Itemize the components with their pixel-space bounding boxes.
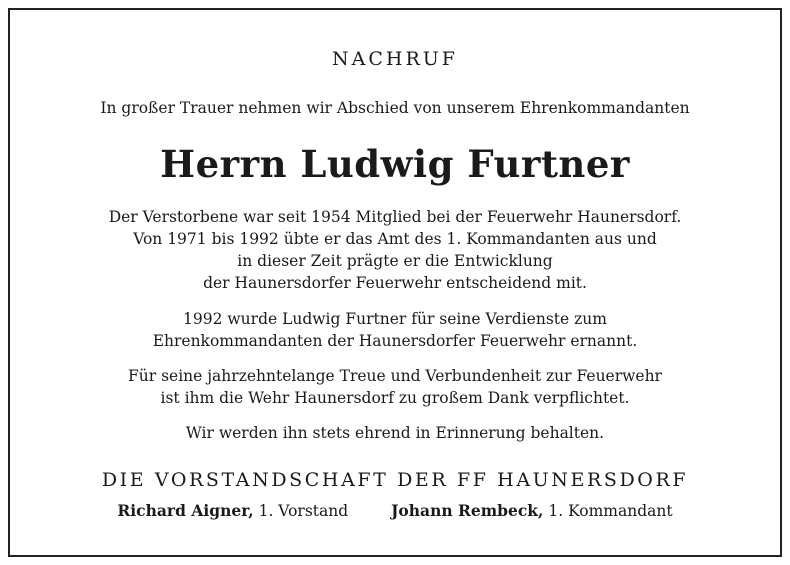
paragraph-line: der Haunersdorfer Feuerwehr entscheidend mit.	[203, 274, 587, 292]
signer-chairman	[117, 500, 348, 522]
signer-name: Johann Rembeck,	[391, 501, 544, 520]
paragraph-line: Wir werden ihn stets ehrend in Erinnerung behalten.	[185, 424, 605, 442]
paragraph-line: Ehrenkommandanten der Haunersdorfer Feuerwehr ernannt.	[152, 332, 638, 350]
paragraph-line: in dieser Zeit prägte er die Entwicklung	[237, 252, 553, 270]
signer-name: Richard Aigner,	[117, 501, 254, 520]
biography-paragraph	[10, 206, 780, 294]
honor-paragraph	[10, 308, 780, 352]
paragraph-line: ist ihm die Wehr Haunersdorf zu großem Dank verpflichtet.	[160, 389, 630, 407]
signer-role: 1. Kommandant	[548, 502, 673, 520]
signer-commander	[391, 500, 673, 522]
signer-role: 1. Vorstand	[258, 502, 349, 520]
deceased-name: Herrn Ludwig Furtner	[160, 142, 630, 186]
paragraph-line: Für seine jahrzehntelange Treue und Verbundenheit zur Feuerwehr	[128, 367, 662, 385]
paragraph-line: Von 1971 bis 1992 übte er das Amt des 1. Kommandanten aus und	[133, 230, 657, 248]
intro-line: In großer Trauer nehmen wir Abschied von unserem Ehrenkommandanten	[100, 99, 690, 117]
remembrance-paragraph	[10, 422, 780, 444]
board-signature: DIE VORSTANDSCHAFT DER FF HAUNERSDORF	[101, 469, 689, 491]
paragraph-line: 1992 wurde Ludwig Furtner für seine Verdienste zum	[183, 310, 607, 328]
notice-heading: NACHRUF	[332, 48, 458, 70]
paragraph-line: Der Verstorbene war seit 1954 Mitglied bei der Feuerwehr Haunersdorf.	[108, 208, 682, 226]
signers-line	[10, 500, 780, 522]
obituary-notice	[8, 8, 782, 557]
gratitude-paragraph	[10, 365, 780, 409]
